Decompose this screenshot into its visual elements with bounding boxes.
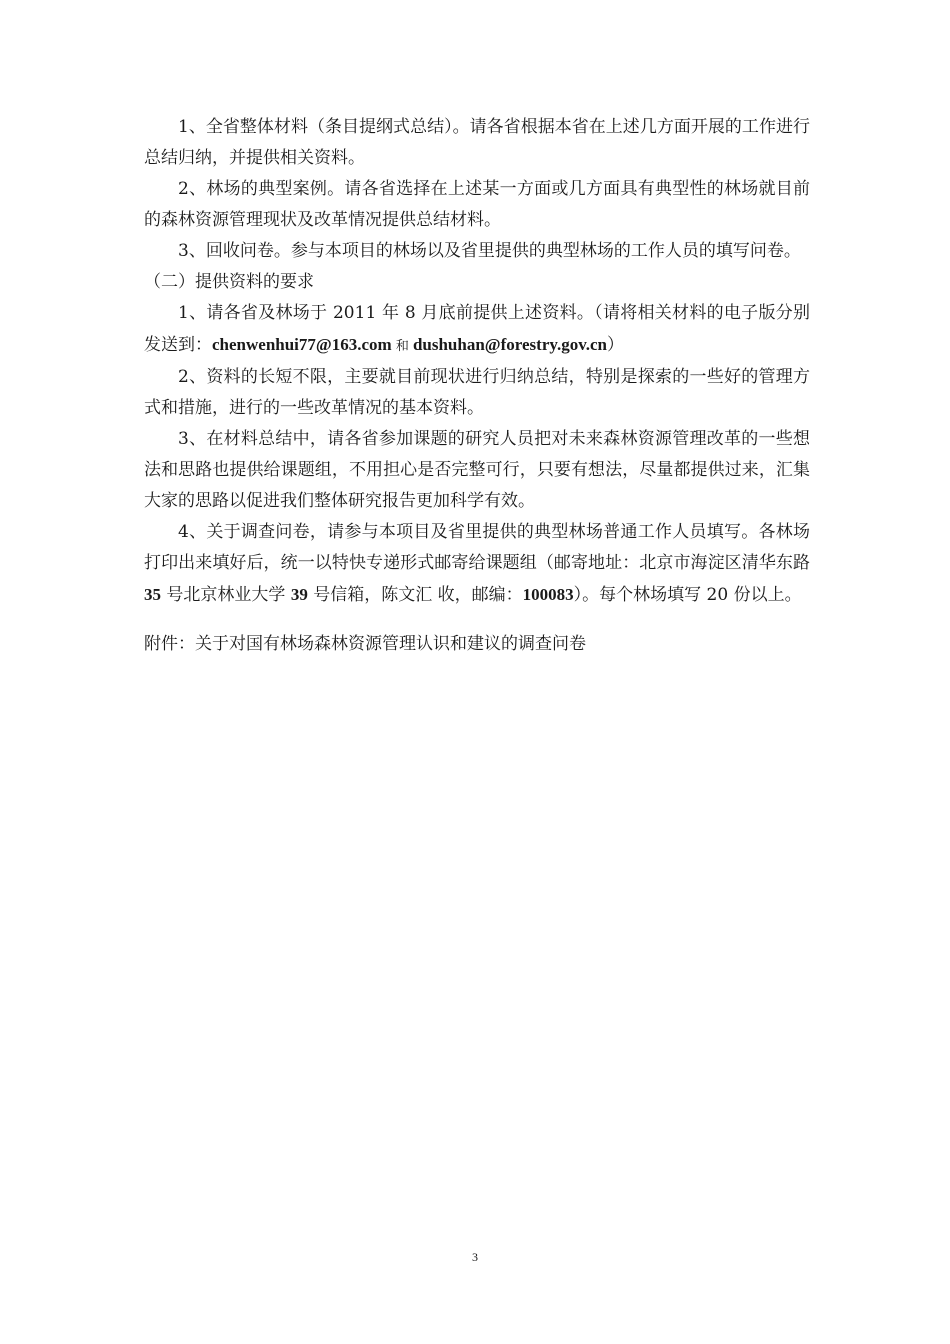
address-text: 号北京林业大学	[161, 585, 291, 605]
requirement-1-text: 1、请各省及林场于 2011 年 8 月底前提供上述资料。（请将相关材料的电子版分别发送到：	[144, 303, 810, 355]
mailbox-number: 39	[290, 585, 308, 604]
requirement-3: 3、在材料总结中，请各省参加课题的研究人员把对未来森林资源管理改革的一些想法和思路也提供给课题组，不用担心是否完整可行，只要有想法，尽量都提供过来，汇集大家的思路以促进我们整体研究报告更加科学有效。	[144, 429, 810, 511]
requirement-4	[144, 517, 810, 611]
street-number: 35	[144, 585, 161, 604]
attachment-note: 附件：关于对国有林场森林资源管理认识和建议的调查问卷	[144, 634, 586, 654]
list-item: 2、林场的典型案例。请各省选择在上述某一方面或几方面具有典型性的林场就目前的森林资源管理现状及改革情况提供总结材料。	[144, 179, 810, 230]
connector-text: 和	[391, 339, 413, 354]
list-item: 3、回收问卷。参与本项目的林场以及省里提供的典型林场的工作人员的填写问卷。	[178, 241, 801, 261]
email-address-2: dushuhan@forestry.gov.cn	[412, 335, 608, 354]
requirement-1	[144, 298, 810, 362]
requirement-2: 2、资料的长短不限，主要就目前现状进行归纳总结，特别是探索的一些好的管理方式和措施，进行的一些改革情况的基本资料。	[144, 367, 810, 418]
quantity-text: ）。每个林场填写 20 份以上。	[573, 585, 802, 605]
list-item: 1、全省整体材料（条目提纲式总结）。请各省根据本省在上述几方面开展的工作进行总结归纳，并提供相关资料。	[144, 117, 810, 168]
email-address-1: chenwenhui77@163.com	[212, 335, 392, 354]
section-heading: （二）提供资料的要求	[144, 272, 314, 292]
page-number: 3	[472, 1250, 478, 1264]
requirement-4-text: 4、关于调查问卷，请参与本项目及省里提供的典型林场普通工作人员填写。各林场打印出来填好后，统一以特快专递形式邮寄给课题组（邮寄地址：北京市海淀区清华东路	[144, 522, 810, 573]
closing-paren: ）	[607, 335, 625, 355]
postcode: 100083	[522, 585, 574, 604]
recipient-text: 号信箱，陈文汇 收，邮编：	[307, 585, 523, 605]
document-body	[144, 112, 810, 660]
